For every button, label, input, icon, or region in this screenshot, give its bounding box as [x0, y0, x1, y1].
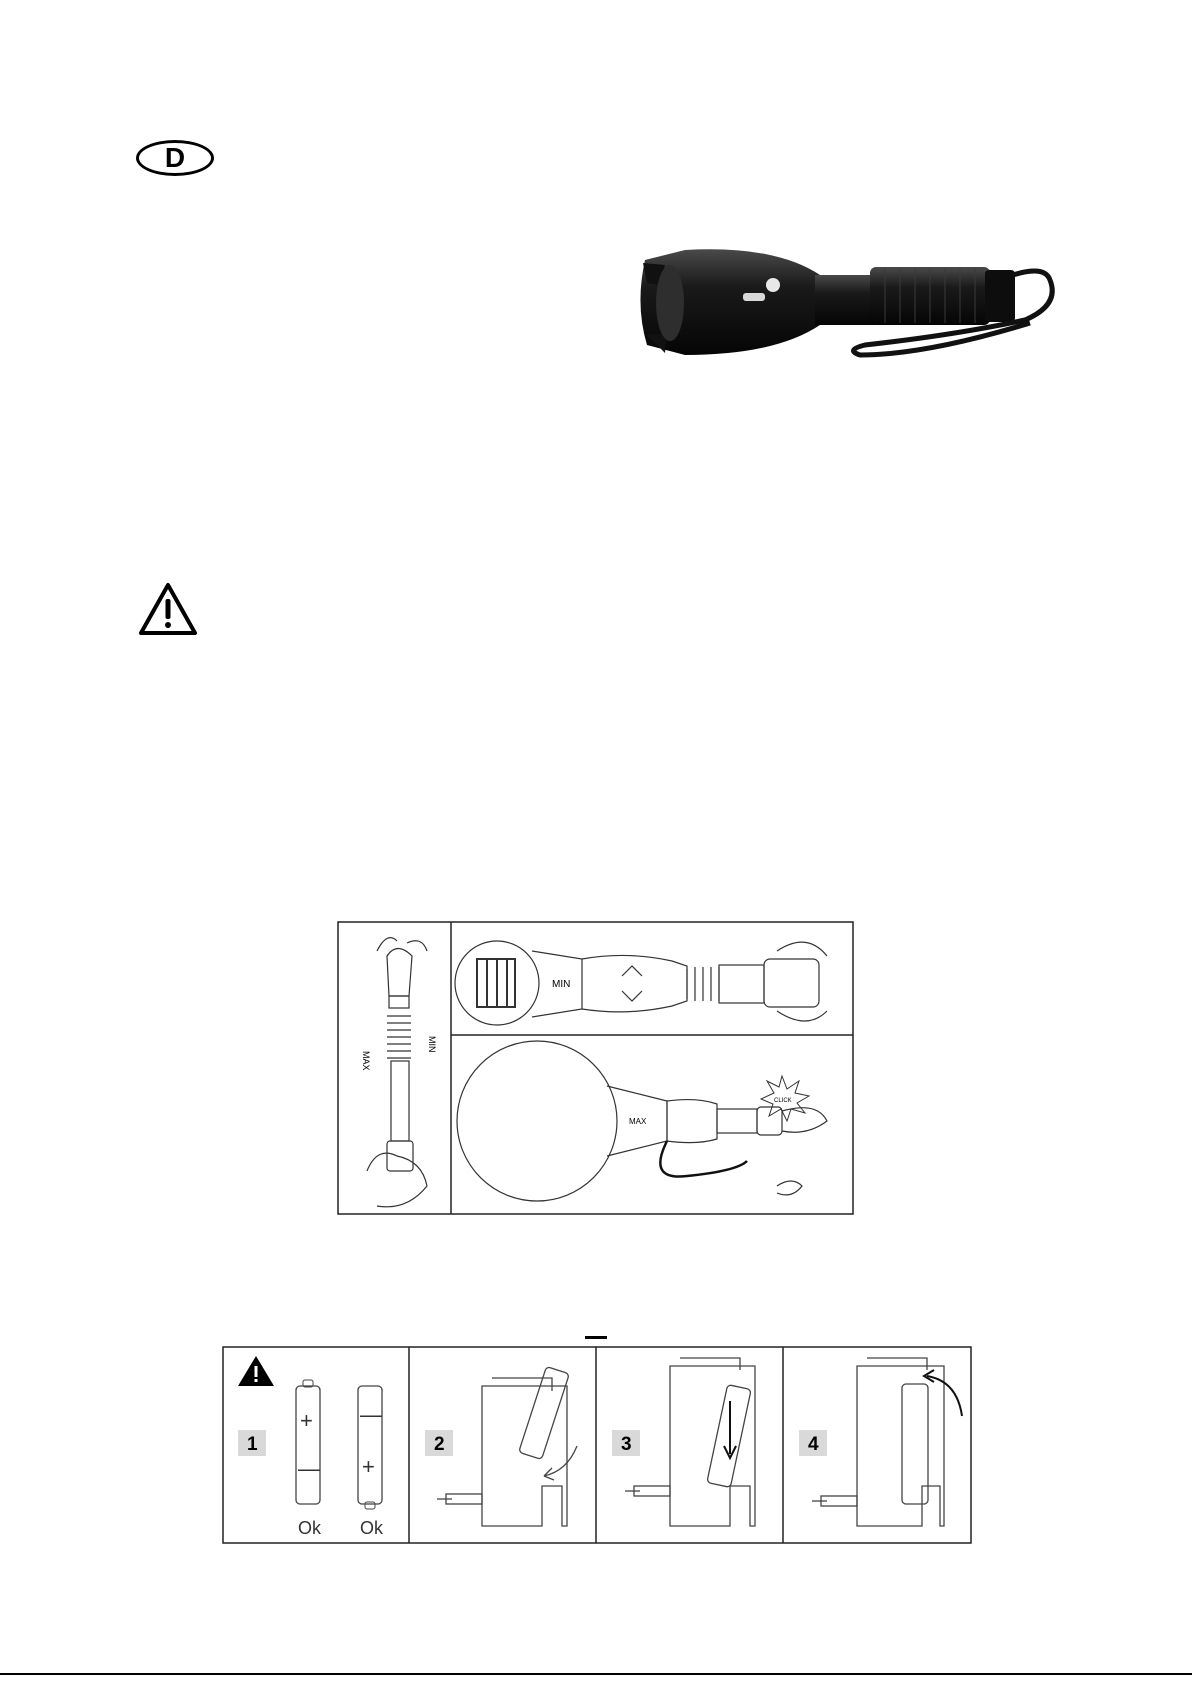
battery-2-minus: —: [360, 1402, 382, 1427]
warning-icon: [138, 582, 198, 636]
country-badge: [136, 140, 214, 176]
battery-1-minus: —: [298, 1456, 320, 1481]
side-max-label: MAX: [361, 1051, 371, 1071]
flashlight-photo: [625, 205, 1060, 400]
footer-rule: [0, 1673, 1192, 1675]
step-3-number: 3: [621, 1434, 632, 1455]
min-label: MIN: [552, 979, 571, 990]
step-1-number: 1: [247, 1434, 258, 1455]
battery-2-plus: +: [362, 1454, 375, 1479]
step-4-number: 4: [808, 1434, 819, 1455]
country-badge-label: D: [164, 142, 186, 173]
click-label: CLICK: [774, 1098, 792, 1104]
side-min-label: MIN: [427, 1036, 437, 1053]
zoom-usage-figure: [337, 921, 854, 1215]
step-2-number: 2: [434, 1434, 445, 1455]
ok-label-2: Ok: [360, 1518, 384, 1538]
charging-steps-figure: [222, 1346, 972, 1544]
max-label: MAX: [629, 1117, 647, 1126]
battery-1-plus: +: [300, 1408, 313, 1433]
overline-mark: [585, 1336, 607, 1339]
ok-label-1: Ok: [298, 1518, 322, 1538]
